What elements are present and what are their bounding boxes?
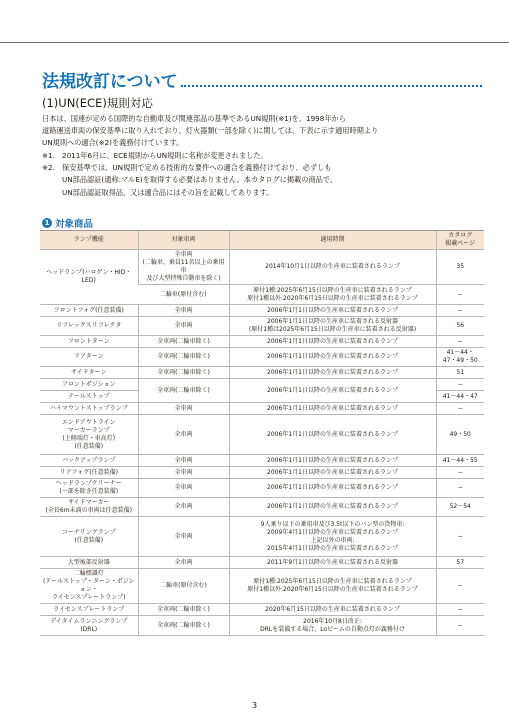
cell-application-timing: 2006年1月1日以降の生産車に装着されるランプ <box>229 479 436 498</box>
table-row <box>40 336 484 348</box>
top-rule <box>0 42 509 43</box>
table-row <box>40 569 484 604</box>
notes <box>42 150 482 199</box>
intro-line: UN規則への適合(※2)を義務付けています。 <box>42 138 184 148</box>
table-row <box>40 557 484 569</box>
cell-catalog-page: 41〜44・47 <box>436 391 484 403</box>
cell-target-vehicle: 全車両 <box>138 557 229 569</box>
cell-catalog-page: − <box>436 305 484 317</box>
cell-target-vehicle: 全車両 <box>138 479 229 498</box>
cell-catalog-page: 56 <box>436 317 484 336</box>
title-row <box>42 70 482 92</box>
table-body <box>40 250 484 636</box>
cell-target-vehicle: 全車両(二輪車除く) <box>138 348 229 367</box>
table-row <box>40 479 484 498</box>
regulation-table <box>40 230 484 636</box>
cell-catalog-page: − <box>436 285 484 305</box>
section-subtitle: (1)UN(ECE)規則対応 <box>42 96 153 110</box>
cell-lamp-function: リフレックスリフレクタ <box>40 317 138 336</box>
cell-target-vehicle: 全車両(二輪車除く) <box>138 604 229 616</box>
cell-application-timing: 2006年1月1日以降の生産車に装着されるランプ <box>229 403 436 415</box>
cell-catalog-page: 35 <box>436 250 484 285</box>
cell-application-timing: 2006年1月1日以降の生産車に装着されるランプ <box>229 498 436 517</box>
cell-target-vehicle: 二輪車(原付含む) <box>138 569 229 604</box>
intro-paragraph <box>42 113 472 150</box>
cell-application-timing: 2006年1月1日以降の生産車に装着されるランプ <box>229 348 436 367</box>
cell-lamp-function: フロントターン <box>40 336 138 348</box>
cell-target-vehicle: 全車両 <box>138 317 229 336</box>
cell-lamp-function: リアターン <box>40 348 138 367</box>
cell-lamp-function: テールストップ <box>40 391 138 403</box>
table-row <box>40 498 484 517</box>
cell-application-timing: 2006年1月1日以降の生産車に装着されるランプ <box>229 455 436 467</box>
header-lamp-function: ランプ機能 <box>40 231 138 250</box>
cell-target-vehicle: 二輪車(原付含む) <box>138 285 229 305</box>
cell-lamp-function: リアフォグ(任意装備) <box>40 467 138 479</box>
table-row <box>40 517 484 557</box>
intro-line: 日本は、国連が定める国際的な自動車及び関連部品の基準であるUN規則(※1)を、1998年から <box>42 114 346 123</box>
cell-application-timing: 2006年1月1日以降の生産車に装着されるランプ <box>229 467 436 479</box>
cell-lamp-function: サイドマーカー (全長6m未満の車両は任意装備) <box>40 498 138 517</box>
table-row <box>40 415 484 455</box>
cell-catalog-page: 41〜44・55 <box>436 455 484 467</box>
header-catalog-page: カタログ 掲載ページ <box>436 231 484 250</box>
cell-application-timing: 2006年1月1日以降の生産車に装着されるランプ <box>229 415 436 455</box>
cell-target-vehicle: 全車両 <box>138 403 229 415</box>
cell-lamp-function: バックアップランプ <box>40 455 138 467</box>
cell-catalog-page: − <box>436 569 484 604</box>
section-number-badge: 1 <box>42 218 52 228</box>
intro-line: 道路運送車両の保安基準に取り入れており、灯火器類(一部を除く)に関しては、下表に示す適用時期より <box>42 126 379 136</box>
table-row <box>40 616 484 636</box>
cell-lamp-function: コーナリングランプ (任意装備) <box>40 517 138 557</box>
cell-lamp-function: フロントポジション <box>40 379 138 391</box>
title-dotted-leader <box>181 85 482 87</box>
cell-application-timing: 2011年9月1日以降の生産車に装着される反射器 <box>229 557 436 569</box>
cell-target-vehicle: 全車両 <box>138 455 229 467</box>
cell-application-timing: 2016年10月8日改正: DRLを装備する場合、Loビームの自動点灯が義務付け <box>229 616 436 636</box>
cell-catalog-page: 51 <box>436 367 484 379</box>
cell-application-timing: 2006年1月1日以降の生産車に装着されるランプ <box>229 379 436 403</box>
cell-catalog-page: 57 <box>436 557 484 569</box>
note-line: UN部品認証取得品、又は適合品にはその旨を記載してあります。 <box>62 187 274 197</box>
cell-catalog-page: 52〜54 <box>436 498 484 517</box>
cell-application-timing: 9人乗り以下の乗用車及び3.5t以下のバン型の貨物車: 2009年4月1日以降の生産車に装着されるランプ 上記以外の車両: 2015年4月1日以降の生産車に装着されるランプ <box>229 517 436 557</box>
cell-target-vehicle: 全車両 <box>138 517 229 557</box>
cell-lamp-function: デイタイムランニングランプ (DRL) <box>40 616 138 636</box>
cell-application-timing: 原付1種:2025年6月15日以降の生産車に装着されるランプ 原付1種以外:2020年6月15日以降の生産車に装着されるランプ <box>229 285 436 305</box>
cell-target-vehicle: 全車両(二輪車除く) <box>138 367 229 379</box>
cell-lamp-function: ハイマウントストップランプ <box>40 403 138 415</box>
table-row <box>40 604 484 616</box>
cell-catalog-page: − <box>436 616 484 636</box>
cell-lamp-function: サイドターン <box>40 367 138 379</box>
note-mark: ※2. <box>42 163 55 173</box>
cell-application-timing: 2020年6月15日以降の生産車に装着されるランプ <box>229 604 436 616</box>
cell-lamp-function: フロントフォグ(任意装備) <box>40 305 138 317</box>
cell-application-timing: 2006年1月1日以降の生産車に装着されるランプ <box>229 336 436 348</box>
table-row <box>40 379 484 391</box>
cell-target-vehicle: 全車両(二輪車除く) <box>138 616 229 636</box>
note-body <box>62 150 268 162</box>
cell-catalog-page: − <box>436 379 484 391</box>
table-row <box>40 467 484 479</box>
table-row <box>40 317 484 336</box>
cell-lamp-function: ヘッドランプクリーナー (一部を除き任意装備) <box>40 479 138 498</box>
cell-catalog-page: − <box>436 467 484 479</box>
cell-lamp-function: エンドアウトライン マーカーランプ (上側端灯・車高灯) (任意装備) <box>40 415 138 455</box>
cell-catalog-page: − <box>436 604 484 616</box>
note-line: 保安基準では、UN規則で定める技術的な要件への適合を義務付けており、必ずしも <box>62 163 332 173</box>
cell-application-timing: 2014年10月1日以降の生産車に装着されるランプ <box>229 250 436 285</box>
header-application-timing: 適用時期 <box>229 231 436 250</box>
cell-application-timing: 2006年1月1日以降の生産車に装着されるランプ <box>229 305 436 317</box>
table-row <box>40 250 484 285</box>
cell-application-timing: 2006年1月1日以降の生産車に装着される反射器 (原付1種は2025年6月15日以降の生産車に装着される反射器) <box>229 317 436 336</box>
cell-target-vehicle: 全車両 <box>138 467 229 479</box>
cell-lamp-function: ライセンスプレートランプ <box>40 604 138 616</box>
table-row <box>40 367 484 379</box>
cell-target-vehicle: 全車両(二輪車除く) <box>138 336 229 348</box>
table-row <box>40 305 484 317</box>
cell-target-vehicle: 全車両 <box>138 305 229 317</box>
cell-target-vehicle: 全車両 <box>138 498 229 517</box>
note-2 <box>42 162 482 199</box>
cell-lamp-function: ヘッドランプ(ハロゲン・HID・LED) <box>40 250 138 305</box>
cell-lamp-function: 二輪標識灯 (テールストップ・ターン・ポジション・ ライセンスプレートランプ) <box>40 569 138 604</box>
cell-lamp-function: 大型後部反射器 <box>40 557 138 569</box>
note-line: UN部品認証(通称:マルE)を取得する必要はありません。本カタログに掲載の商品で、 <box>62 175 338 185</box>
table-row <box>40 403 484 415</box>
cell-catalog-page: − <box>436 403 484 415</box>
table-header-row <box>40 231 484 250</box>
page-title: 法規改訂について <box>42 72 178 92</box>
note-mark: ※1. <box>42 151 55 160</box>
cell-catalog-page: − <box>436 517 484 557</box>
cell-catalog-page: 41〜44・ 47・49・50 <box>436 348 484 367</box>
page-number: 3 <box>251 701 258 710</box>
note-line: 2011年6月に、ECE規則からUN規則に名称が変更されました。 <box>62 151 268 160</box>
table-row <box>40 455 484 467</box>
section-heading <box>42 216 93 230</box>
note-body <box>62 162 337 199</box>
table-row <box>40 348 484 367</box>
cell-catalog-page: − <box>436 479 484 498</box>
header-target-vehicle: 対象車両 <box>138 231 229 250</box>
cell-application-timing: 2006年1月1日以降の生産車に装着されるランプ <box>229 367 436 379</box>
cell-application-timing: 原付1種:2025年6月15日以降の生産車に装着されるランプ 原付1種以外:2020年6月15日以降の生産車に装着されるランプ <box>229 569 436 604</box>
section-label: 対象商品 <box>55 219 94 230</box>
cell-target-vehicle: 全車両(二輪車除く) <box>138 379 229 403</box>
note-1 <box>42 150 482 162</box>
cell-target-vehicle: 全車両 <box>138 415 229 455</box>
cell-target-vehicle: 全車両 (二輪車、乗員11名以上の乗用車 及び大型特殊自動車を除く) <box>138 250 229 285</box>
cell-catalog-page: − <box>436 336 484 348</box>
cell-catalog-page: 49・50 <box>436 415 484 455</box>
